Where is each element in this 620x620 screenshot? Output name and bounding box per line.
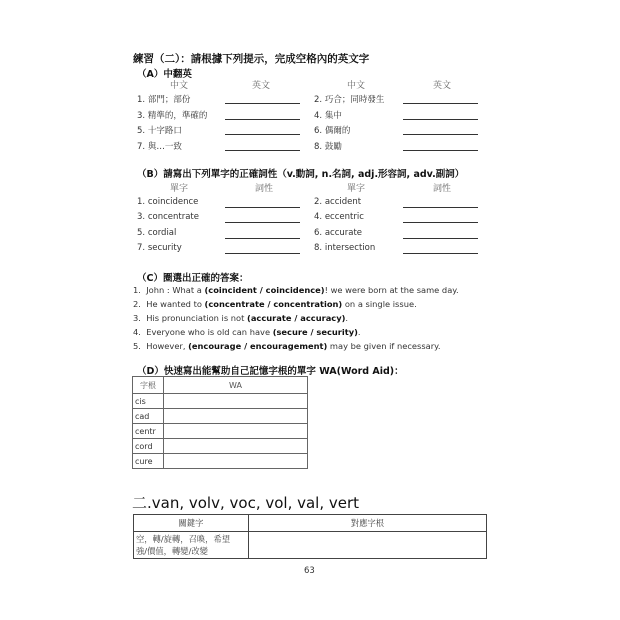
answer-line[interactable] bbox=[225, 207, 300, 208]
section-a-header-zh-1: 中文 bbox=[170, 81, 189, 91]
page-number: 63 bbox=[304, 566, 315, 576]
root-cell: cad bbox=[133, 409, 164, 424]
wa-input-cell[interactable] bbox=[164, 439, 308, 454]
keyword-cell bbox=[134, 532, 249, 559]
table-row bbox=[133, 454, 308, 469]
section-a-item-7: 7. 與…一致 bbox=[137, 142, 182, 152]
choice-option[interactable]: (secure / security) bbox=[272, 327, 358, 337]
answer-line[interactable] bbox=[403, 207, 478, 208]
section-a-item-4: 4. 集中 bbox=[314, 111, 342, 121]
section-c-label: （C）圈選出正確的答案： bbox=[137, 273, 249, 284]
choice-option[interactable]: (accurate / accuracy) bbox=[247, 313, 346, 323]
root-cell: cure bbox=[133, 454, 164, 469]
exercise-title: 練習（二）：請根據下列提示，完成空格內的英文字 bbox=[133, 53, 370, 65]
word-aid-table bbox=[132, 376, 308, 469]
answer-line[interactable] bbox=[403, 238, 478, 239]
choice-option[interactable]: (coincident / coincidence) bbox=[204, 285, 325, 295]
table-row bbox=[133, 394, 308, 409]
choice-option[interactable]: (encourage / encouragement) bbox=[188, 341, 328, 351]
section-a-item-3: 3. 精準的，準確的 bbox=[137, 111, 208, 121]
answer-line[interactable] bbox=[225, 253, 300, 254]
answer-line[interactable] bbox=[225, 134, 300, 135]
section-a-item-2: 2. 巧合；同時發生 bbox=[314, 95, 385, 105]
answer-line[interactable] bbox=[403, 150, 478, 151]
answer-line[interactable] bbox=[225, 119, 300, 120]
section-b-item-6: 6. accurate bbox=[314, 228, 363, 238]
part-two-heading: 二.van, volv, voc, vol, val, vert bbox=[132, 494, 360, 512]
section-d-label: （D）快速寫出能幫助自己記憶字根的單字 WA(Word Aid)： bbox=[137, 366, 404, 377]
keyword-line-2: 強/價值，轉變/改變 bbox=[136, 546, 208, 556]
section-b-item-8: 8. intersection bbox=[314, 243, 376, 253]
answer-line[interactable] bbox=[225, 222, 300, 223]
root-cell: cis bbox=[133, 394, 164, 409]
answer-line[interactable] bbox=[225, 150, 300, 151]
section-c-sentence-2: 2. He wanted to (concentrate / concentration) on a single issue. bbox=[133, 299, 417, 309]
section-b-header-word-1: 單字 bbox=[170, 184, 189, 194]
answer-line[interactable] bbox=[403, 222, 478, 223]
section-a-item-1: 1. 部門；部份 bbox=[137, 95, 191, 105]
table-row bbox=[133, 424, 308, 439]
wa-input-cell[interactable] bbox=[164, 454, 308, 469]
table-header-row bbox=[133, 377, 308, 394]
section-b-header-pos-1: 詞性 bbox=[255, 184, 274, 194]
root-cell: centr bbox=[133, 424, 164, 439]
section-a-item-8: 8. 鼓勵 bbox=[314, 142, 342, 152]
answer-line[interactable] bbox=[403, 134, 478, 135]
section-b-label: （B）請寫出下列單字的正確詞性（v.動詞, n.名詞, adj.形容詞, adv.副詞） bbox=[137, 169, 465, 180]
section-a-header-zh-2: 中文 bbox=[347, 81, 366, 91]
section-b-header-word-2: 單字 bbox=[347, 184, 366, 194]
answer-line[interactable] bbox=[403, 253, 478, 254]
section-b-item-4: 4. eccentric bbox=[314, 212, 364, 222]
section-c-sentence-4: 4. Everyone who is old can have (secure / security). bbox=[133, 327, 361, 337]
answer-line[interactable] bbox=[403, 103, 478, 104]
section-b-item-3: 3. concentrate bbox=[137, 212, 199, 222]
wa-input-cell[interactable] bbox=[164, 424, 308, 439]
wa-input-cell[interactable] bbox=[164, 409, 308, 424]
section-c-sentence-1: 1. John : What a (coincident / coincidence)! we were born at the same day. bbox=[133, 285, 459, 295]
section-b-item-7: 7. security bbox=[137, 243, 182, 253]
section-b-item-2: 2. accident bbox=[314, 197, 362, 207]
root-input-cell[interactable] bbox=[249, 532, 487, 559]
section-c-sentence-3: 3. His pronunciation is not (accurate / accuracy). bbox=[133, 313, 349, 323]
keyword-root-table bbox=[133, 514, 487, 559]
wa-input-cell[interactable] bbox=[164, 394, 308, 409]
choice-option[interactable]: (concentrate / concentration) bbox=[204, 299, 343, 309]
table-header-row bbox=[134, 515, 487, 532]
col-root-header: 對應字根 bbox=[249, 515, 487, 532]
section-b-header-pos-2: 詞性 bbox=[433, 184, 452, 194]
section-b-item-1: 1. coincidence bbox=[137, 197, 199, 207]
section-a-header-en-2: 英文 bbox=[433, 81, 452, 91]
table-row bbox=[133, 439, 308, 454]
col-wa-header: WA bbox=[164, 377, 308, 394]
col-keyword-header: 關鍵字 bbox=[134, 515, 249, 532]
section-a-item-5: 5. 十字路口 bbox=[137, 126, 182, 136]
table-row bbox=[133, 409, 308, 424]
answer-line[interactable] bbox=[225, 103, 300, 104]
section-c-sentence-5: 5. However, (encourage / encouragement) may be given if necessary. bbox=[133, 341, 441, 351]
col-root-header: 字根 bbox=[133, 377, 164, 394]
section-a-header-en-1: 英文 bbox=[252, 81, 271, 91]
answer-line[interactable] bbox=[225, 238, 300, 239]
keyword-line-1: 空，轉/旋轉，召喚，希望 bbox=[136, 534, 231, 544]
answer-line[interactable] bbox=[403, 119, 478, 120]
section-a-label: （A）中翻英 bbox=[137, 69, 192, 80]
section-b-item-5: 5. cordial bbox=[137, 228, 177, 238]
table-row bbox=[134, 532, 487, 559]
root-cell: cord bbox=[133, 439, 164, 454]
section-a-item-6: 6. 偶爾的 bbox=[314, 126, 351, 136]
